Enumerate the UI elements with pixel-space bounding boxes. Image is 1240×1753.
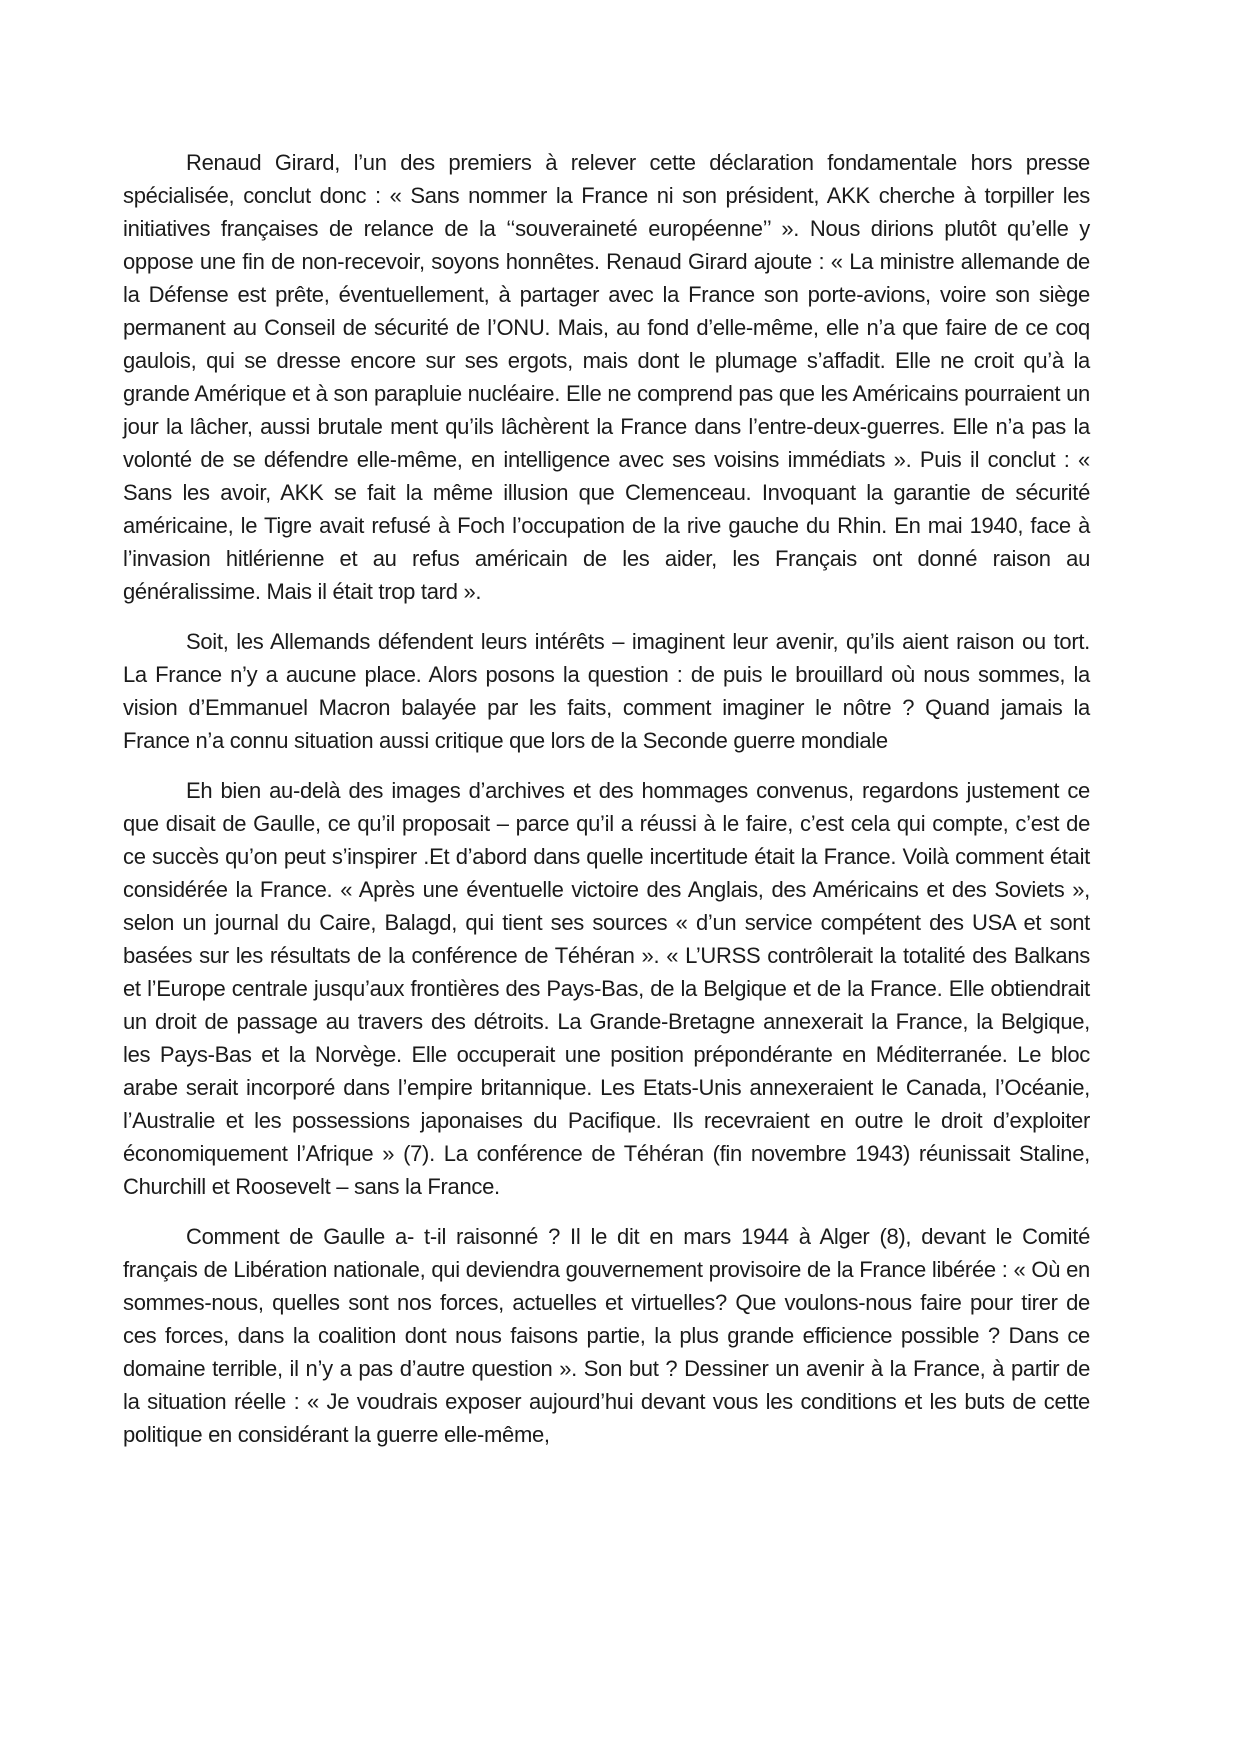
- paragraph-4: Comment de Gaulle a- t-il raisonné ? Il le dit en mars 1944 à Alger (8), devant le Comité français de Libération nationale, qui deviendra gouvernement provisoire de la France libérée : « Où en sommes-nous, quelles sont nos forces, actuelles et virtuelles? Que voulons-nous faire pour tirer de ces forces, dans la coalition dont nous faisons partie, la plus grande efficience possible ? Dans ce domaine terrible, il n’y a pas d’autre question ». Son but ? Dessiner un avenir à la France, à partir de la situation réelle : « Je voudrais exposer aujourd’hui devant vous les conditions et les buts de cette politique en considérant la guerre elle-même,: [123, 1224, 1090, 1447]
- paragraph-2: Soit, les Allemands défendent leurs intérêts – imaginent leur avenir, qu’ils aient raison ou tort. La France n’y a aucune place. Alors posons la question : de puis le brouillard où nous sommes, la vision d’Emmanuel Macron balayée par les faits, comment imaginer le nôtre ? Quand jamais la France n’a connu situation aussi critique que lors de la Seconde guerre mondiale: [123, 629, 1090, 753]
- paragraph-3: Eh bien au-delà des images d’archives et des hommages convenus, regardons justement ce que disait de Gaulle, ce qu’il proposait – parce qu’il a réussi à le faire, c’est cela qui compte, c’est de ce succès qu’on peut s’inspirer .Et d’abord dans quelle incertitude était la France. Voilà comment était considérée la France. « Après une éventuelle victoire des Anglais, des Américains et des Soviets », selon un journal du Caire, Balagd, qui tient ses sources « d’un service compétent des USA et sont basées sur les résultats de la conférence de Téhéran ». « L’URSS contrôlerait la totalité des Balkans et l’Europe centrale jusqu’aux frontières des Pays-Bas, de la Belgique et de la France. Elle obtiendrait un droit de passage au travers des détroits. La Grande-Bretagne annexerait la France, la Belgique, les Pays-Bas et la Norvège. Elle occuperait une position prépondérante en Méditerranée. Le bloc arabe serait incorporé dans l’empire britannique. Les Etats-Unis annexeraient le Canada, l’Océanie, l’Australie et les possessions japonaises du Pacifique. Ils recevraient en outre le droit d’exploiter économiquement l’Afrique » (7). La conférence de Téhéran (fin novembre 1943) réunissait Staline, Churchill et Roosevelt – sans la France.: [123, 778, 1090, 1199]
- paragraph-1: Renaud Girard, l’un des premiers à relever cette déclaration fondamentale hors presse spécialisée, conclut donc : « Sans nommer la France ni son président, AKK cherche à torpiller les initiatives françaises de relance de la ‘‘souveraineté européenne’’ ». Nous dirions plutôt qu’elle y oppose une fin de non-recevoir, soyons honnêtes. Renaud Girard ajoute : « La ministre allemande de la Défense est prête, éventuellement, à partager avec la France son porte-avions, voire son siège permanent au Conseil de sécurité de l’ONU. Mais, au fond d’elle-même, elle n’a que faire de ce coq gaulois, qui se dresse encore sur ses ergots, mais dont le plumage s’affadit. Elle ne croit qu’à la grande Amérique et à son parapluie nucléaire. Elle ne comprend pas que les Américains pourraient un jour la lâcher, aussi brutale ment qu’ils lâchèrent la France dans l’entre-deux-guerres. Elle n’a pas la volonté de se défendre elle-même, en intelligence avec ses voisins immédiats ». Puis il conclut : « Sans les avoir, AKK se fait la même illusion que Clemenceau. Invoquant la garantie de sécurité américaine, le Tigre avait refusé à Foch l’occupation de la rive gauche du Rhin. En mai 1940, face à l’invasion hitlérienne et au refus américain de les aider, les Français ont donné raison au généralissime. Mais il était trop tard ».: [123, 150, 1090, 604]
- document-text-block: [123, 146, 1090, 1451]
